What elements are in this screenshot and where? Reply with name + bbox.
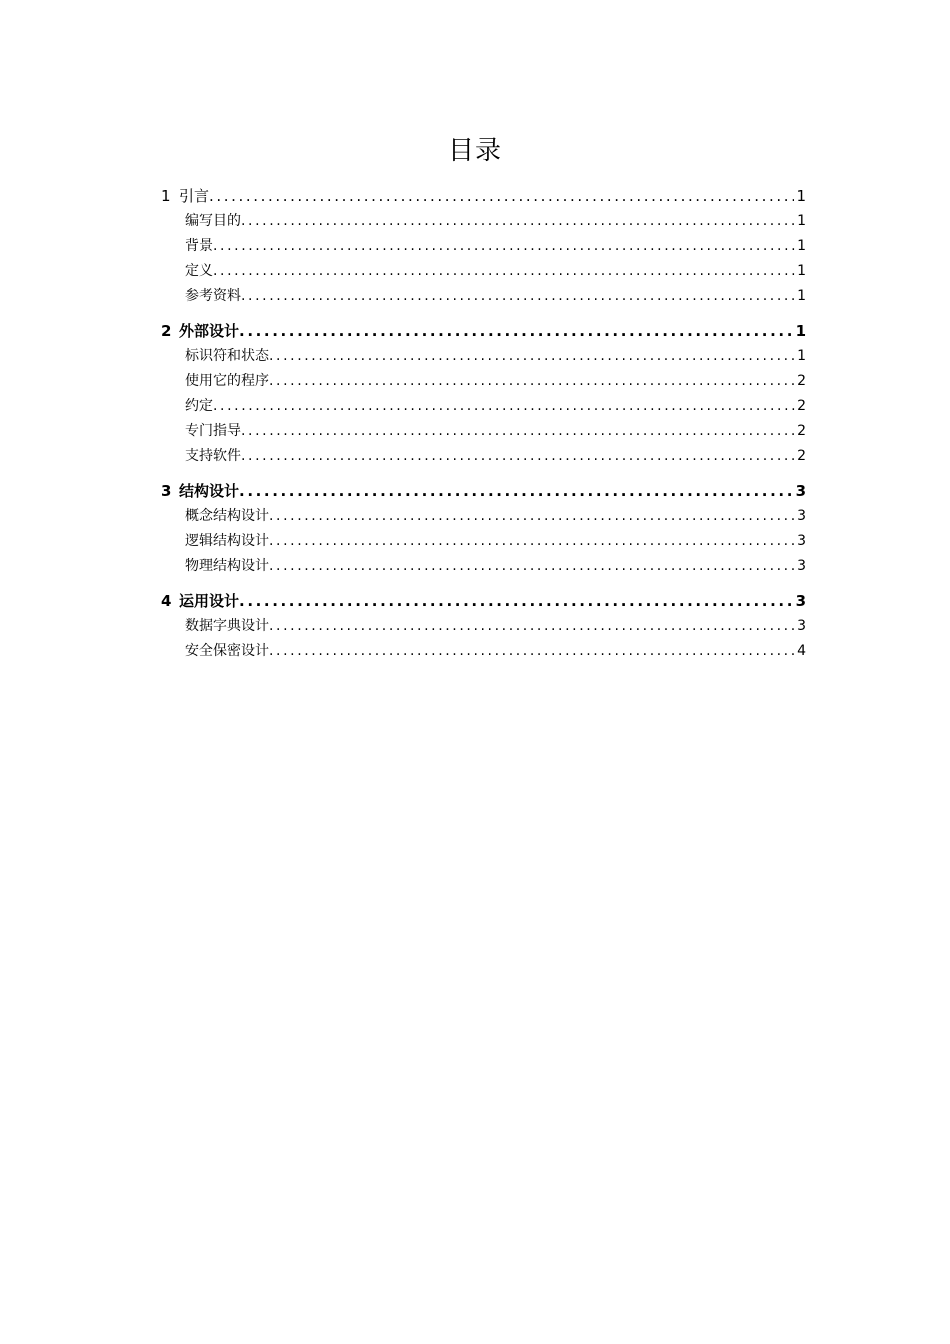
page-number: 1 — [797, 348, 806, 364]
subsection-title: 概念结构设计 — [185, 508, 269, 524]
toc-subsection[interactable] — [161, 444, 806, 469]
toc-subsection[interactable] — [161, 614, 806, 639]
section-number: 4 — [161, 592, 172, 610]
toc-section-2[interactable] — [161, 319, 806, 344]
subsection-title: 标识符和状态 — [185, 348, 269, 364]
subsection-title: 专门指导 — [185, 423, 241, 439]
page-number: 3 — [797, 618, 806, 634]
subsection-title: 逻辑结构设计 — [185, 533, 269, 549]
dot-leader — [213, 259, 795, 284]
toc-section-3[interactable] — [161, 479, 806, 504]
page-number: 2 — [797, 398, 806, 414]
page-title: 目录 — [447, 136, 502, 166]
toc-subsection[interactable] — [161, 234, 806, 259]
page-number: 1 — [796, 187, 806, 205]
dot-leader — [269, 504, 795, 529]
dot-leader — [269, 344, 795, 369]
page-number: 2 — [797, 448, 806, 464]
toc-subsection[interactable] — [161, 419, 806, 444]
page-number: 3 — [797, 558, 806, 574]
section-title: 运用设计 — [179, 592, 240, 610]
subsection-title: 物理结构设计 — [185, 558, 269, 574]
page-number: 3 — [797, 508, 806, 524]
subsection-title: 安全保密设计 — [185, 643, 269, 659]
toc-subsection[interactable] — [161, 284, 806, 309]
dot-leader — [269, 529, 795, 554]
page-number: 3 — [795, 482, 806, 500]
dot-leader — [241, 419, 795, 444]
dot-leader — [209, 184, 794, 209]
page-number: 1 — [797, 263, 806, 279]
section-title: 结构设计 — [179, 482, 240, 500]
toc-subsection[interactable] — [161, 554, 806, 579]
page-number: 1 — [795, 322, 806, 340]
dot-leader — [241, 209, 795, 234]
subsection-title: 使用它的程序 — [185, 373, 269, 389]
dot-leader — [239, 319, 794, 344]
page-number: 3 — [795, 592, 806, 610]
dot-leader — [269, 369, 795, 394]
page-number: 1 — [797, 288, 806, 304]
toc-subsection[interactable] — [161, 639, 806, 664]
dot-leader — [239, 589, 794, 614]
section-number: 3 — [161, 482, 172, 500]
subsection-title: 背景 — [185, 238, 213, 254]
toc-subsection[interactable] — [161, 259, 806, 284]
section-number: 1 — [161, 187, 171, 205]
toc-section-1[interactable] — [161, 184, 806, 209]
toc-section-4[interactable] — [161, 589, 806, 614]
page-number: 1 — [797, 213, 806, 229]
page-number: 1 — [797, 238, 806, 254]
dot-leader — [239, 479, 794, 504]
subsection-title: 数据字典设计 — [185, 618, 269, 634]
dot-leader — [269, 554, 795, 579]
toc-subsection[interactable] — [161, 394, 806, 419]
subsection-title: 参考资料 — [185, 288, 241, 304]
dot-leader — [213, 234, 795, 259]
page-number: 3 — [797, 533, 806, 549]
subsection-title: 编写目的 — [185, 213, 241, 229]
subsection-title: 支持软件 — [185, 448, 241, 464]
toc-subsection[interactable] — [161, 344, 806, 369]
section-number: 2 — [161, 322, 172, 340]
toc-subsection[interactable] — [161, 529, 806, 554]
dot-leader — [269, 614, 795, 639]
dot-leader — [213, 394, 795, 419]
subsection-title: 约定 — [185, 398, 213, 414]
page-number: 2 — [797, 423, 806, 439]
toc-subsection[interactable] — [161, 209, 806, 234]
page-number: 4 — [797, 643, 806, 659]
dot-leader — [241, 284, 795, 309]
section-title: 外部设计 — [179, 322, 240, 340]
dot-leader — [241, 444, 795, 469]
table-of-contents — [161, 184, 806, 664]
section-title: 引言 — [179, 187, 210, 205]
dot-leader — [269, 639, 795, 664]
toc-subsection[interactable] — [161, 504, 806, 529]
toc-subsection[interactable] — [161, 369, 806, 394]
page-number: 2 — [797, 373, 806, 389]
subsection-title: 定义 — [185, 263, 213, 279]
